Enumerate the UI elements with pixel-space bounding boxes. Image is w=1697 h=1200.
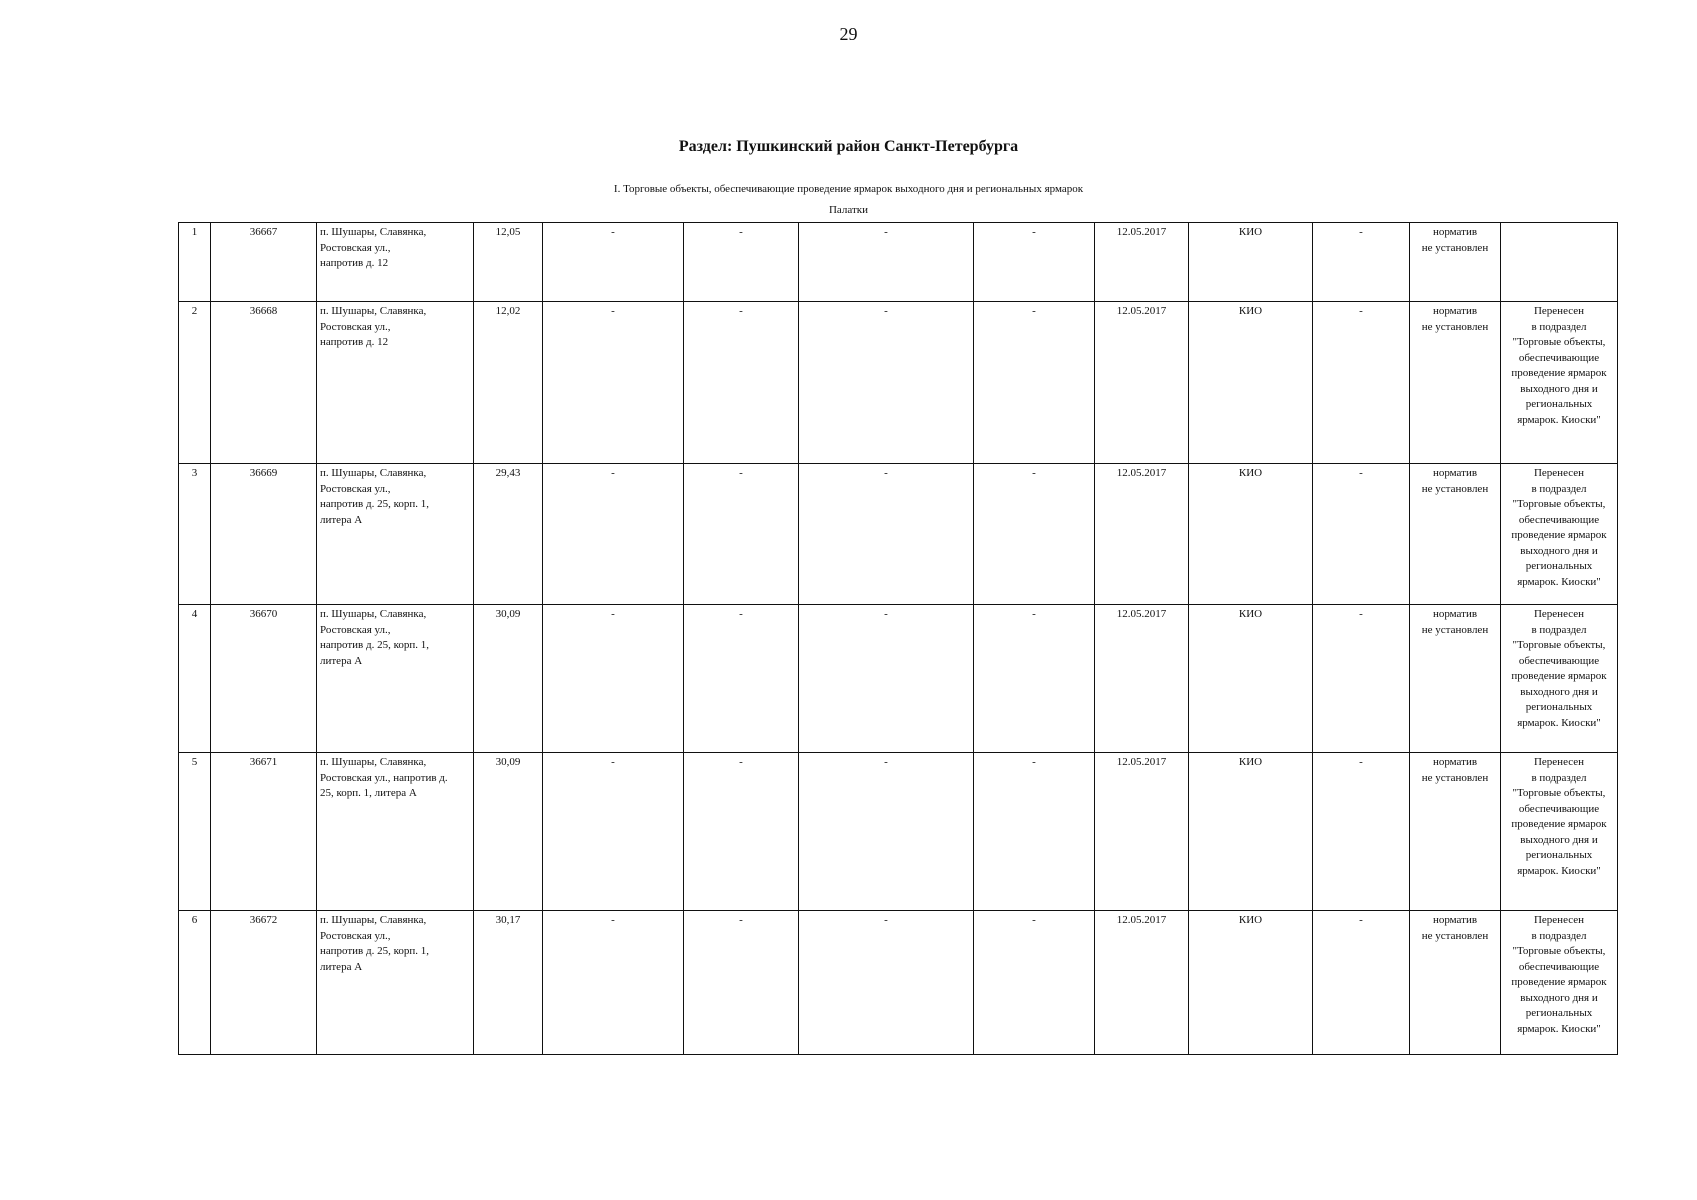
category-label: Палатки: [828, 204, 869, 216]
cell-col8: -: [974, 911, 1095, 1055]
cell-code: 36671: [211, 753, 317, 911]
cell-col8: -: [974, 223, 1095, 302]
page-number: 29: [839, 24, 858, 44]
cell-num: 4: [179, 605, 211, 753]
cell-org: КИО: [1189, 753, 1313, 911]
cell-col11: -: [1313, 753, 1410, 911]
cell-norm: норматив не установлен: [1410, 911, 1501, 1055]
section-title: Раздел: Пушкинский район Санкт-Петербурга: [678, 138, 1019, 155]
cell-area: 12,02: [474, 302, 543, 464]
cell-col7: -: [799, 223, 974, 302]
cell-col8: -: [974, 753, 1095, 911]
cell-col8: -: [974, 605, 1095, 753]
cell-code: 36669: [211, 464, 317, 605]
cell-code: 36670: [211, 605, 317, 753]
cell-code: 36668: [211, 302, 317, 464]
cell-date: 12.05.2017: [1095, 302, 1189, 464]
cell-col11: -: [1313, 302, 1410, 464]
table-row: [179, 911, 1618, 1055]
cell-address: п. Шушары, Славянка, Ростовская ул., напротив д. 25, корп. 1, литера А: [317, 464, 474, 605]
cell-note: Перенесен в подраздел "Торговые объекты, обеспечивающие проведение ярмарок выходного дня и региональных ярмарок. Киоски": [1501, 911, 1618, 1055]
cell-norm: норматив не установлен: [1410, 605, 1501, 753]
cell-col7: -: [799, 302, 974, 464]
cell-address: п. Шушары, Славянка, Ростовская ул., напротив д. 12: [317, 223, 474, 302]
cell-col5: -: [543, 302, 684, 464]
cell-note: Перенесен в подраздел "Торговые объекты, обеспечивающие проведение ярмарок выходного дня и региональных ярмарок. Киоски": [1501, 464, 1618, 605]
cell-col6: -: [684, 302, 799, 464]
cell-col7: -: [799, 464, 974, 605]
cell-org: КИО: [1189, 223, 1313, 302]
objects-table: [178, 222, 1618, 1055]
cell-norm: норматив не установлен: [1410, 753, 1501, 911]
cell-area: 30,09: [474, 605, 543, 753]
table-row: [179, 302, 1618, 464]
cell-code: 36672: [211, 911, 317, 1055]
cell-col6: -: [684, 605, 799, 753]
cell-org: КИО: [1189, 911, 1313, 1055]
cell-note: Перенесен в подраздел "Торговые объекты, обеспечивающие проведение ярмарок выходного дня и региональных ярмарок. Киоски": [1501, 302, 1618, 464]
cell-col8: -: [974, 302, 1095, 464]
cell-col8: -: [974, 464, 1095, 605]
table-row: [179, 753, 1618, 911]
cell-area: 29,43: [474, 464, 543, 605]
cell-org: КИО: [1189, 605, 1313, 753]
cell-col5: -: [543, 911, 684, 1055]
cell-col5: -: [543, 605, 684, 753]
table-row: [179, 223, 1618, 302]
table-row: [179, 605, 1618, 753]
cell-note: Перенесен в подраздел "Торговые объекты, обеспечивающие проведение ярмарок выходного дня и региональных ярмарок. Киоски": [1501, 753, 1618, 911]
subsection-title: I. Торговые объекты, обеспечивающие проведение ярмарок выходного дня и региональных ярмарок: [613, 183, 1084, 195]
cell-org: КИО: [1189, 464, 1313, 605]
cell-date: 12.05.2017: [1095, 605, 1189, 753]
cell-date: 12.05.2017: [1095, 911, 1189, 1055]
cell-col6: -: [684, 911, 799, 1055]
cell-date: 12.05.2017: [1095, 223, 1189, 302]
cell-num: 3: [179, 464, 211, 605]
cell-col11: -: [1313, 911, 1410, 1055]
cell-org: КИО: [1189, 302, 1313, 464]
cell-col5: -: [543, 753, 684, 911]
cell-col6: -: [684, 464, 799, 605]
cell-date: 12.05.2017: [1095, 464, 1189, 605]
cell-num: 6: [179, 911, 211, 1055]
cell-col6: -: [684, 753, 799, 911]
cell-col7: -: [799, 911, 974, 1055]
cell-col5: -: [543, 464, 684, 605]
cell-date: 12.05.2017: [1095, 753, 1189, 911]
cell-col5: -: [543, 223, 684, 302]
cell-col11: -: [1313, 223, 1410, 302]
cell-norm: норматив не установлен: [1410, 223, 1501, 302]
cell-address: п. Шушары, Славянка, Ростовская ул., напротив д. 12: [317, 302, 474, 464]
cell-area: 30,09: [474, 753, 543, 911]
cell-address: п. Шушары, Славянка, Ростовская ул., напротив д. 25, корп. 1, литера А: [317, 753, 474, 911]
cell-norm: норматив не установлен: [1410, 464, 1501, 605]
cell-col7: -: [799, 605, 974, 753]
cell-num: 1: [179, 223, 211, 302]
cell-norm: норматив не установлен: [1410, 302, 1501, 464]
cell-note: Перенесен в подраздел "Торговые объекты, обеспечивающие проведение ярмарок выходного дня и региональных ярмарок. Киоски": [1501, 605, 1618, 753]
cell-col11: -: [1313, 464, 1410, 605]
cell-area: 30,17: [474, 911, 543, 1055]
cell-col7: -: [799, 753, 974, 911]
cell-col11: -: [1313, 605, 1410, 753]
cell-code: 36667: [211, 223, 317, 302]
cell-note: [1501, 223, 1618, 302]
cell-area: 12,05: [474, 223, 543, 302]
table-row: [179, 464, 1618, 605]
cell-col6: -: [684, 223, 799, 302]
cell-address: п. Шушары, Славянка, Ростовская ул., напротив д. 25, корп. 1, литера А: [317, 911, 474, 1055]
cell-num: 5: [179, 753, 211, 911]
cell-num: 2: [179, 302, 211, 464]
cell-address: п. Шушары, Славянка, Ростовская ул., напротив д. 25, корп. 1, литера А: [317, 605, 474, 753]
